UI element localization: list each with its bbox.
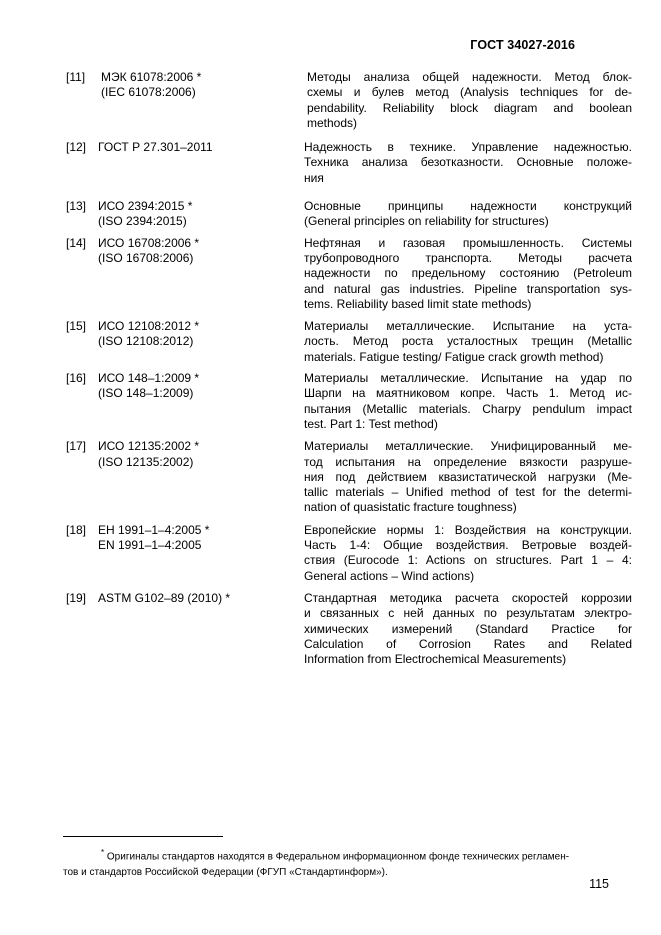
standard-code-line: ИСО 16708:2006 * xyxy=(98,235,200,250)
reference-number: [12] xyxy=(66,140,87,155)
description-line: схемы и булев метод (Analysis techniques for de- xyxy=(307,85,632,100)
description-line: ния xyxy=(304,170,324,185)
standard-code-line: (ISO 12135:2002) xyxy=(98,454,194,469)
description-line: трубопроводного транспорта. Методы расчета xyxy=(304,250,632,265)
description-line: надежности по предельному состоянию (Petroleum xyxy=(304,266,632,281)
reference-entry xyxy=(66,371,632,432)
reference-standard xyxy=(98,591,304,667)
reference-description xyxy=(304,591,632,667)
description-line: (General principles on reliability for structures) xyxy=(304,214,549,229)
standard-code-line: ИСО 12108:2012 * xyxy=(98,319,200,334)
description-line: пытания (Metallic materials. Charpy pendulum impact xyxy=(304,401,632,416)
description-line: Материалы металлические. Унифицированный ме- xyxy=(304,439,632,454)
reference-standard xyxy=(98,319,304,365)
standard-code-line: ИСО 12135:2002 * xyxy=(98,439,200,454)
description-line: General actions – Wind actions) xyxy=(304,568,475,583)
footnote xyxy=(63,845,630,881)
reference-standard xyxy=(98,236,304,312)
footnote-line-2: тов и стандартов Российской Федерации (ФГУП «Стандартинформ»). xyxy=(63,867,388,879)
description-line: Надежность в технике. Управление надежностью. xyxy=(304,140,632,155)
description-line: Часть 1-4: Общие воздействия. Ветровые воздей- xyxy=(304,538,632,553)
reference-entry xyxy=(66,439,632,515)
document-header: ГОСТ 34027-2016 xyxy=(470,38,575,52)
description-line: лость. Метод роста усталостных трещин (Metallic xyxy=(304,334,632,349)
description-line: Шарпи на маятниковом копре. Часть 1. Метод ис- xyxy=(304,386,632,401)
standard-code-line: (ISO 2394:2015) xyxy=(98,214,187,229)
description-line: tems. Reliability based limit state methods) xyxy=(304,296,532,311)
description-line: Calculation of Corrosion Rates and Related xyxy=(304,636,632,651)
reference-number: [17] xyxy=(66,439,87,454)
reference-description xyxy=(304,319,632,365)
description-line: tallic materials – Unified method of test for the determi- xyxy=(304,485,632,500)
description-line: Материалы металлические. Испытание на удар по xyxy=(304,371,632,386)
footnote-line-1 xyxy=(63,845,630,865)
description-line: Европейские нормы 1: Воздействия на конструкции. xyxy=(304,522,632,537)
description-line: methods) xyxy=(307,115,358,130)
reference-number: [13] xyxy=(66,199,87,214)
description-line: и связанных с ней данных по результатам электро- xyxy=(304,606,632,621)
standard-code-line: (ISO 148–1:2009) xyxy=(98,386,194,401)
reference-number: [15] xyxy=(66,319,87,334)
standard-code-line: ИСО 148–1:2009 * xyxy=(98,371,200,386)
reference-number: [16] xyxy=(66,371,87,386)
footnote-text-1: Оригиналы стандартов находятся в Федеральном информационном фонде технических регламен- xyxy=(104,851,570,863)
reference-number: [19] xyxy=(66,590,87,605)
reference-entry xyxy=(66,523,632,584)
description-line: nation of quasistatic fracture toughness) xyxy=(304,500,517,515)
description-line: ния под действием квазистатической нагрузки (Me- xyxy=(304,469,632,484)
reference-number: [11] xyxy=(66,70,86,84)
description-line: Материалы металлические. Испытание на уста- xyxy=(304,319,632,334)
reference-standard xyxy=(98,140,304,186)
standard-code-line: ИСО 2394:2015 * xyxy=(98,199,193,214)
reference-description xyxy=(304,523,632,584)
standard-code-line: (ISO 12108:2012) xyxy=(98,334,194,349)
reference-entry xyxy=(66,199,632,230)
reference-entry xyxy=(66,591,632,667)
bibliography-list xyxy=(66,70,632,667)
reference-standard xyxy=(98,199,304,230)
reference-description xyxy=(304,140,632,186)
reference-standard xyxy=(98,523,304,584)
description-line: Нефтяная и газовая промышленность. Системы xyxy=(304,235,632,250)
reference-entry xyxy=(66,236,632,312)
reference-standard xyxy=(98,439,304,515)
standard-code-line: ASTM G102–89 (2010) * xyxy=(98,590,231,605)
description-line: test. Part 1: Test method) xyxy=(304,416,438,431)
description-line: materials. Fatigue testing/ Fatigue crack growth method) xyxy=(304,349,604,364)
reference-standard xyxy=(98,371,304,432)
standard-code-line: МЭК 61078:2006 * xyxy=(101,70,202,84)
footnote-divider xyxy=(63,836,223,837)
footnote-mark: * xyxy=(101,848,105,857)
standard-code-line: (ISO 16708:2006) xyxy=(98,250,194,265)
reference-entry xyxy=(66,319,632,365)
description-line: Техника анализа безотказности. Основные положе- xyxy=(304,155,632,170)
description-line: Методы анализа общей надежности. Метод блок- xyxy=(307,70,632,84)
description-line: and natural gas industries. Pipeline transportation sys- xyxy=(304,281,632,296)
reference-number: [14] xyxy=(66,235,87,250)
description-line: Стандартная методика расчета скоростей коррозии xyxy=(304,590,632,605)
reference-standard xyxy=(98,70,307,131)
standard-code-line: ЕН 1991–1–4:2005 * xyxy=(98,522,210,537)
reference-description xyxy=(304,371,632,432)
standard-code-line: (IEC 61078:2006) xyxy=(101,85,196,100)
reference-number: [18] xyxy=(66,522,87,537)
description-line: Information from Electrochemical Measurements) xyxy=(304,652,567,667)
description-line: химических измерений (Standard Practice for xyxy=(304,621,632,636)
reference-description xyxy=(304,199,632,230)
description-line: ствия (Eurocode 1: Actions on structures. Part 1 – 4: xyxy=(304,553,632,568)
standard-code-line: ГОСТ Р 27.301–2011 xyxy=(98,140,213,155)
description-line: pendability. Reliability block diagram and boolean xyxy=(307,100,632,115)
reference-entry xyxy=(66,140,632,186)
description-line: Основные принципы надежности конструкций xyxy=(304,199,632,214)
reference-description xyxy=(307,70,632,131)
page-number: 115 xyxy=(589,877,609,891)
standard-code-line: EN 1991–1–4:2005 xyxy=(98,538,202,553)
reference-entry xyxy=(66,70,632,131)
reference-description xyxy=(304,439,632,515)
reference-description xyxy=(304,236,632,312)
description-line: тод испытания на определение вязкости разруше- xyxy=(304,454,632,469)
